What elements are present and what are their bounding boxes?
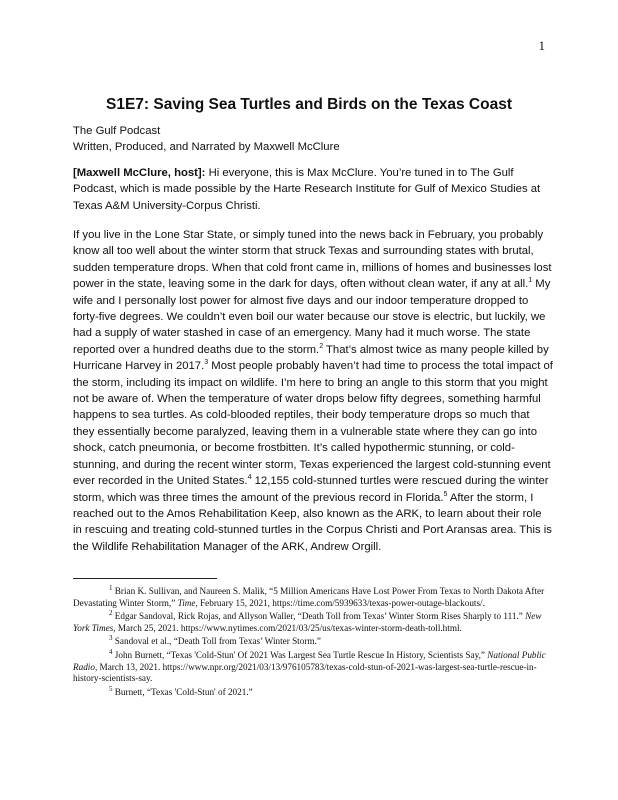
footnote-text: Burnett, “Texas 'Cold-Stun' of 2021.” — [112, 686, 253, 697]
paragraph-segment: 12,155 cold-stunned turtles were rescued during the winter storm, which was three times the amount of the previous record in Florida. — [73, 475, 549, 504]
footnote — [73, 647, 553, 685]
podcast-name: The Gulf Podcast — [73, 125, 161, 137]
paragraph-segment: Most people probably haven’t had time to process the total impact of the storm, including its impact on wildlife. I’m here to bring an angle to this storm that you might not be aware of. When the temperature of water drops below fifty degrees, something harmful happens to sea turtles. As cold-blooded reptiles, their body temperature drops so much that they essentially become paralyzed, leaving them in a vulnerable state where they can go into shock, catch pneumonia, or become frostbitten. It’s called hypothermic stunning, or cold-stunning, and during the recent winter storm, Texas experienced the largest cold-stunning event ever recorded in the United States. — [73, 360, 553, 488]
footnote-text: Brian K. Sullivan, and Naureen S. Malik, “5 Million Americans Have Lost Power From Texas to North Dakota After Devastating Winter Storm,” — [73, 586, 545, 608]
footnote-text: John Burnett, “Texas 'Cold-Stun' Of 2021 Was Largest Sea Turtle Rescue In History, Scientists Say,” — [112, 649, 488, 660]
paragraph-segment: That’s almost twice as many people killed by Hurricane Harvey in 2017. — [73, 343, 549, 373]
footnote-number: 1 — [109, 583, 113, 592]
footnote-ref-3[interactable]: 3 — [204, 359, 209, 367]
footnote-number: 3 — [109, 634, 113, 643]
paragraph-segment: After the storm, I reached out to the Amos Rehabilitation Keep, also known as the ARK, to learn about their role in rescuing and treating cold-stunned turtles in the Corpus Christi and Port Aransas area. This is the Wildlife Rehabilitation Manager of the ARK, Andrew Orgill. — [73, 491, 552, 553]
footnotes-section — [73, 583, 553, 700]
footnote-ref-5[interactable]: 5 — [443, 490, 448, 498]
footnote — [73, 583, 553, 609]
footnote-divider — [73, 578, 217, 579]
footnote — [73, 684, 553, 699]
intro-paragraph — [73, 165, 553, 214]
footnote-number: 5 — [109, 684, 113, 693]
footnote-source: National Public Radio — [73, 649, 546, 672]
footnote-text: , March 13, 2021. https://www.npr.org/2021/03/13/976105783/texas-cold-stun-of-2021-was-largest-sea-turtle-rescue-in-history-scientists-say. — [73, 661, 537, 684]
episode-title: S1E7: Saving Sea Turtles and Birds on the Texas Coast — [106, 96, 512, 113]
footnote-source: Time — [177, 597, 196, 608]
footnote-ref-2[interactable]: 2 — [319, 343, 324, 351]
page-number: 1 — [538, 38, 545, 53]
credits-line: Written, Produced, and Narrated by Maxwell McClure — [73, 141, 340, 154]
footnote-number: 2 — [109, 609, 113, 618]
footnote-text: Edgar Sandoval, Rick Rojas, and Allyson Waller, “Death Toll from Texas’ Winter Storm Rises Sharply to 111.” — [112, 611, 526, 622]
speaker-label: [Maxwell McClure, host]: — [73, 167, 206, 179]
footnote-text: Sandoval et al., “Death Toll from Texas’ Winter Storm.” — [112, 636, 321, 647]
intro-text: Hi everyone, this is Max McClure. You’re tuned in to The Gulf Podcast, which is made possible by the Harte Research Institute for Gulf of Mexico Studies at Texas A&M University-Corpus Christi. — [73, 167, 541, 212]
footnote-source: New York Times — [73, 611, 542, 633]
footnote-text: , March 25, 2021. https://www.nytimes.com/2021/03/25/us/texas-winter-storm-death-toll.html. — [113, 622, 462, 633]
footnote-ref-4[interactable]: 4 — [247, 474, 252, 482]
main-paragraph — [73, 227, 553, 555]
footnote-ref-1[interactable]: 1 — [528, 277, 533, 285]
footnote-number: 4 — [109, 647, 113, 656]
episode-credits — [73, 123, 553, 155]
footnote-text: , February 15, 2021, https://time.com/5939633/texas-power-outage-blackouts/. — [195, 597, 485, 608]
paragraph-segment: My wife and I personally lost power for almost five days and our indoor temperature dropped to forty-five degrees. We couldn’t even boil our water because our stove is electric, but luckily, we had a supply of water stashed in case of an emergency. Many had it much worse. The state reported over a hundred deaths due to the storm. — [73, 278, 551, 356]
paragraph-segment: If you live in the Lone Star State, or simply tuned into the news back in February, you probably know all too well about the winter storm that struck Texas and surrounding states with brutal, sudden temperature drops. When that cold front came in, millions of homes and businesses lost power in the state, leaving some in the dark for days, often without clean water, if any at all. — [73, 229, 552, 291]
footnote — [73, 611, 553, 634]
footnote — [73, 636, 553, 648]
